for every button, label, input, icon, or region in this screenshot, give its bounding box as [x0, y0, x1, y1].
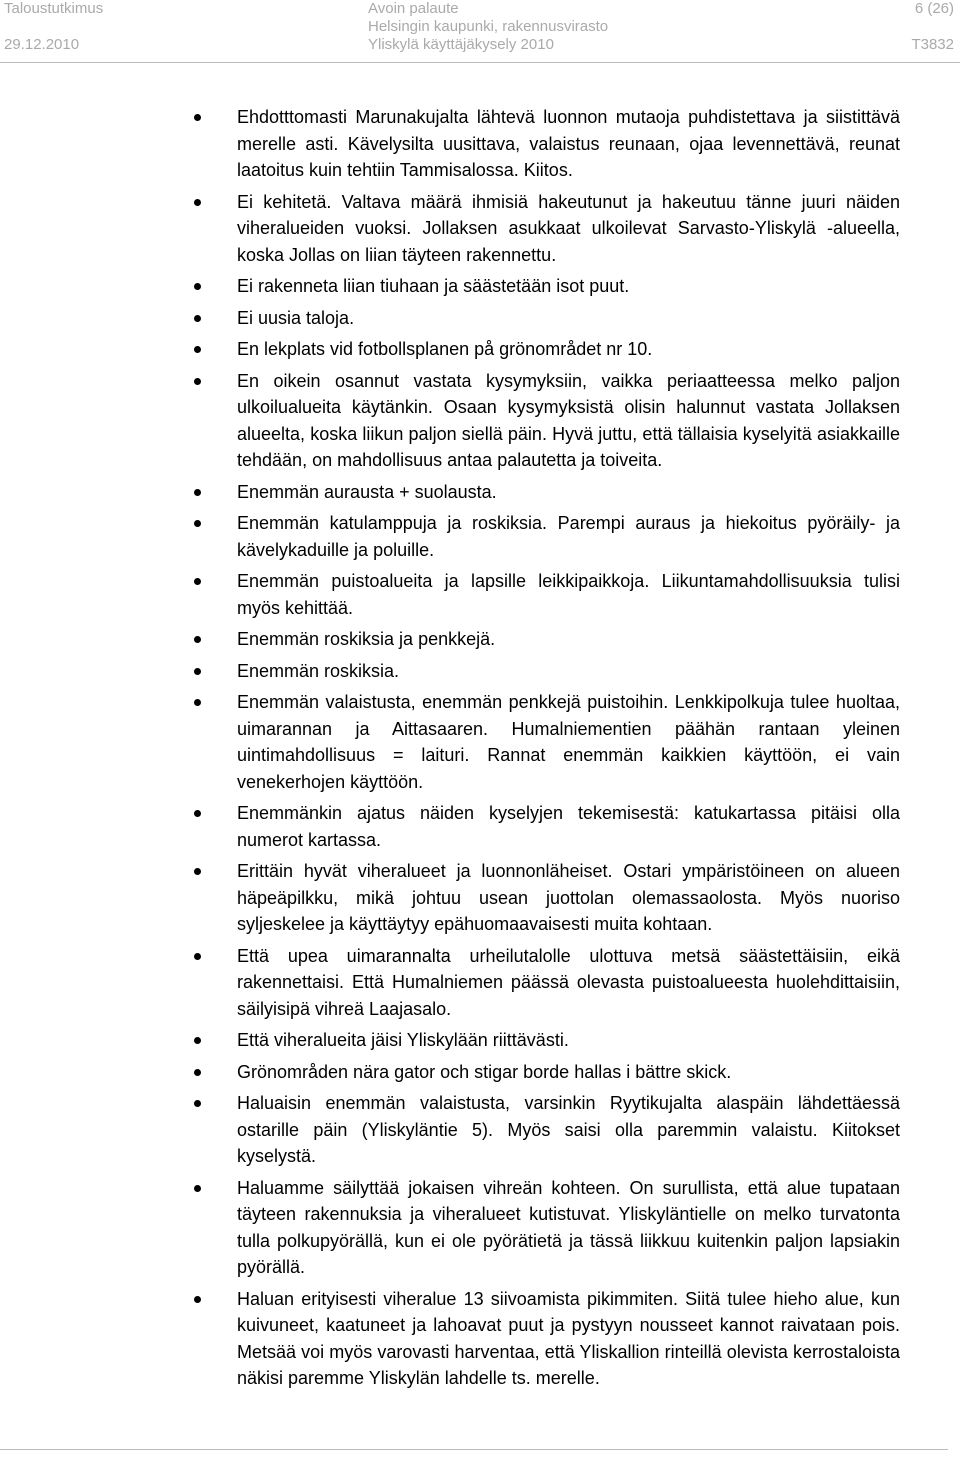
page-header [0, 0, 960, 58]
bullet-icon [194, 868, 201, 875]
feedback-item [237, 943, 900, 1023]
bullet-icon [194, 315, 201, 322]
header-project-code: T3832 [911, 36, 954, 53]
bullet-icon [194, 199, 201, 206]
feedback-text: Grönområden nära gator och stigar borde hallas i bättre skick. [237, 1061, 732, 1082]
feedback-item [237, 1059, 900, 1086]
feedback-text: Haluaisin enemmän valaistusta, varsinkin Ryytikujalta alaspäin lähdettäessä ostarille päin (Yliskyläntie 5). Myös saisi olla paremmin valaistu. Kiitokset kyselystä. [237, 1093, 900, 1166]
feedback-item [237, 1175, 900, 1281]
header-company: Taloustutkimus [4, 0, 104, 17]
bullet-icon [194, 636, 201, 643]
bullet-icon [194, 810, 201, 817]
feedback-text: Että viheralueita jäisi Yliskylään riittävästi. [237, 1030, 569, 1050]
feedback-text: Ei rakenneta liian tiuhaan ja säästetään isot puut. [237, 276, 630, 296]
feedback-text: Enemmän katulamppuja ja roskiksia. Parempi auraus ja hiekoitus pyöräily- ja kävelykaduille ja poluille. [237, 513, 900, 560]
bullet-icon [194, 1296, 201, 1303]
feedback-text: Ei kehitetä. Valtava määrä ihmisiä hakeutunut ja hakeutuu tänne juuri näiden viheralueiden vuoksi. Jollaksen asukkaat ulkoilevat Sarvasto-Yliskylä -alueella, koska Jollas on liian täyteen rakennettu. [237, 191, 900, 265]
bullet-icon [194, 1185, 201, 1192]
header-survey-title: Yliskylä käyttäjäkysely 2010 [368, 36, 554, 53]
bullet-icon [194, 283, 201, 290]
feedback-item [237, 626, 900, 653]
bullet-icon [194, 520, 201, 527]
feedback-item [237, 800, 900, 853]
feedback-text: Enemmän puistoalueita ja lapsille leikkipaikkoja. Liikuntamahdollisuuksia tulisi myös kehittää. [237, 571, 900, 618]
feedback-text: En lekplats vid fotbollsplanen på grönområdet nr 10. [237, 339, 653, 359]
feedback-text: Että upea uimarannalta urheilutalolle ulottuva metsä säästettäisiin, eikä rakennettaisi. Että Humalniemen päässä olevasta puistoalueesta huolehdittaisiin, säilyisipä vihreä Laajasalo. [237, 945, 900, 1019]
feedback-text: Enemmänkin ajatus näiden kyselyjen tekemisestä: katukartassa pitäisi olla numerot kartassa. [237, 803, 900, 850]
bullet-icon [194, 114, 201, 121]
feedback-list [0, 104, 960, 1397]
feedback-item [237, 368, 900, 474]
bullet-icon [194, 1100, 201, 1107]
feedback-item [237, 658, 900, 685]
bullet-icon [194, 489, 201, 496]
bullet-icon [194, 1037, 201, 1044]
feedback-text: En oikein osannut vastata kysymyksiin, vaikka periaatteessa melko paljon ulkoilualueita käytänkin. Osaan kysymyksistä olisin halunnut vastata Jollaksen alueelta, koska liikun paljon siellä päin. Hyvä juttu, että tällaisia kyselyitä asiakkaille tehdään, on mahdollisuus antaa palautetta ja toiveita. [237, 370, 900, 470]
bullet-icon [194, 953, 201, 960]
feedback-text: Erittäin hyvät viheralueet ja luonnonläheiset. Ostari ympäristöineen on alueen häpeäpilkku, mikä johtuu usean juottolan olemassaolosta. Myös nuoriso syljeskelee ja käyttäytyy epähuomaavaisesti muita kohtaan. [237, 861, 900, 934]
feedback-item [237, 1090, 900, 1170]
feedback-text: Haluamme säilyttää jokaisen vihreän kohteen. On surullista, että alue tupataan täyteen rakennuksia ja viheralueet kutistuvat. Yliskyläntielle on melko turvatonta tulla polkupyörällä, kun ei ole pyörätietä ja tässä liikkuu kuitenkin paljon lapsiakin pyörällä. [237, 1177, 900, 1277]
feedback-text: Enemmän aurausta + suolausta. [237, 481, 497, 502]
footer-divider [0, 1449, 948, 1450]
feedback-item [237, 858, 900, 938]
feedback-item [237, 510, 900, 563]
header-divider [0, 62, 960, 63]
feedback-text: Ehdotttomasti Marunakujalta lähtevä luonnon mutaoja puhdistettava ja siistittävä merelle asti. Kävelysilta uusittava, valaistus reunaan, ojaa levennettävä, reunat laatoitus kuin tehtiin Tammisalossa. Kiitos. [237, 107, 900, 180]
feedback-item [237, 189, 900, 269]
bullet-icon [194, 1069, 201, 1076]
bullet-icon [194, 378, 201, 385]
feedback-item [237, 689, 900, 795]
feedback-item [237, 305, 900, 332]
feedback-item [237, 568, 900, 621]
feedback-item [237, 104, 900, 184]
feedback-item [237, 1027, 900, 1054]
feedback-text: Haluan erityisesti viheralue 13 siivoamista pikimmiten. Siitä tulee hieho alue, kun kuivuneet, kaatuneet ja lahoavat puut ja pystyyn nousseet kannot raivataan pois. Metsää voi myös varovasti harventaa, että Yliskallion rinteillä olevista kerrostaloista näkisi paremme Yliskylän lahdelle ts. merelle. [237, 1288, 900, 1388]
feedback-text: Ei uusia taloja. [237, 307, 355, 328]
bullet-icon [194, 346, 201, 353]
bullet-icon [194, 668, 201, 675]
header-client: Helsingin kaupunki, rakennusvirasto [368, 18, 609, 35]
feedback-item [237, 336, 900, 363]
feedback-item [237, 1286, 900, 1392]
feedback-text: Enemmän roskiksia. [237, 660, 400, 681]
feedback-item [237, 479, 900, 506]
header-date: 29.12.2010 [4, 36, 80, 53]
header-report-type: Avoin palaute [368, 0, 459, 17]
feedback-item [237, 273, 900, 300]
bullet-icon [194, 699, 201, 706]
header-page-number: 6 (26) [914, 0, 954, 17]
feedback-text: Enemmän valaistusta, enemmän penkkejä puistoihin. Lenkkipolkuja tulee huoltaa, uimarannan ja Aittasaaren. Humalniementien päähän rantaan yleinen uintimahdollisuus = laituri. Rannat enemmän kaikkien käyttöön, ei vain venekerhojen käyttöön. [237, 692, 900, 792]
feedback-text: Enemmän roskiksia ja penkkejä. [237, 629, 496, 649]
bullet-icon [194, 578, 201, 585]
